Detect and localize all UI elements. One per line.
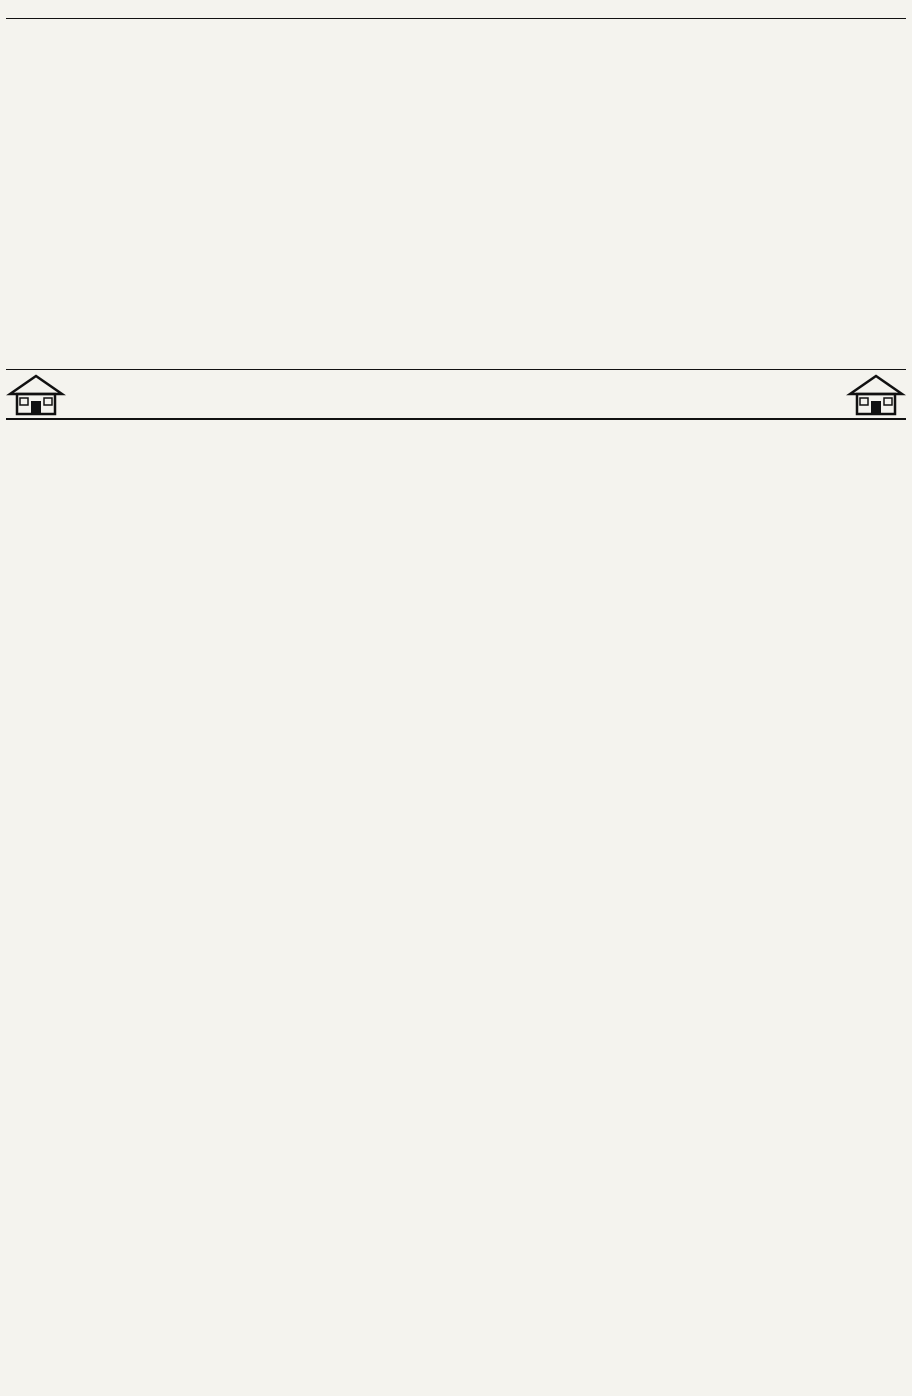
masthead [6,4,906,19]
home-service-guide-banner [6,370,906,420]
service-guide-section [6,420,906,1380]
help-wanted-section [6,19,906,370]
house-icon [6,372,66,416]
newspaper-page [6,4,906,1392]
house-icon [846,372,906,416]
